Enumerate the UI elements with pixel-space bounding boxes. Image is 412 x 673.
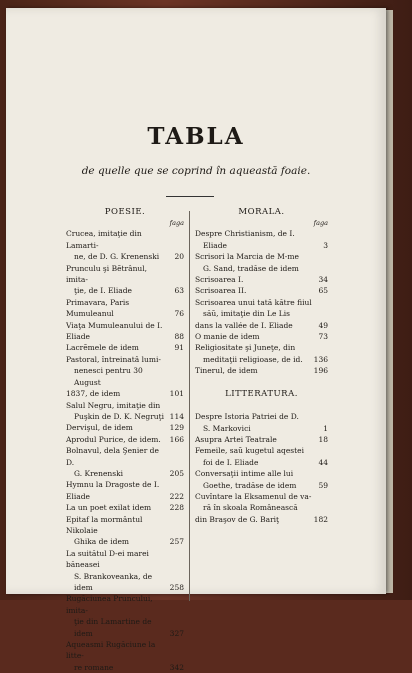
toc-entry bbox=[66, 228, 184, 262]
title-rule bbox=[166, 196, 214, 197]
toc-page-number: 114 bbox=[169, 411, 184, 421]
toc-entry-continuation: S. Brankoveanka, de idem bbox=[74, 571, 153, 592]
toc-page-number: 228 bbox=[169, 503, 184, 513]
section-heading-poesie: POESIE. bbox=[104, 207, 146, 217]
toc-entry-continuation: ră în skoala Românească bbox=[203, 503, 298, 513]
toc-page-number: 129 bbox=[169, 423, 184, 433]
document-page bbox=[6, 8, 386, 672]
section-heading-morala: MORALA. bbox=[238, 207, 285, 217]
toc-entry-continuation: G. Sand, tradăse de idem bbox=[203, 263, 299, 273]
left-column bbox=[66, 205, 184, 673]
toc-page-number: 1 bbox=[323, 423, 328, 433]
toc-entry-continuation: Ghika de idem bbox=[74, 537, 129, 547]
toc-entry bbox=[66, 400, 184, 423]
toc-page-number: 91 bbox=[174, 343, 184, 353]
toc-page-number: 258 bbox=[169, 583, 184, 592]
toc-entry bbox=[195, 491, 328, 514]
toc-page-number: 196 bbox=[313, 366, 328, 376]
toc-entry-continuation: foi de I. Eliade bbox=[203, 457, 259, 467]
toc-page-number: 182 bbox=[313, 514, 328, 524]
toc-entry-continuation: ne, de D. G. Krenenski bbox=[74, 252, 160, 262]
toc-entry bbox=[195, 320, 328, 331]
toc-entry-title: Despre Istoria Patriei de D. bbox=[195, 412, 299, 422]
toc-entry bbox=[66, 639, 184, 673]
toc-entry-title: Salul Negru, imitaţie din bbox=[66, 400, 161, 410]
toc-entry-title: dans la vallée de I. Eliade bbox=[195, 320, 293, 330]
toc-entry-continuation: Puşkin de D. K. Negruţi bbox=[74, 411, 165, 421]
toc-entry-title: Rugăciunea Pruncului, imita- bbox=[66, 594, 153, 615]
toc-entry-title: Pastoral, întreinatâ lumi- bbox=[66, 354, 161, 364]
toc-entry-continuation: ţie din Lamartine de idem bbox=[74, 617, 152, 638]
toc-entry-title: La suitătul D-ei marei băneasei bbox=[66, 548, 149, 570]
column-divider bbox=[189, 211, 190, 601]
section-spacer bbox=[195, 401, 328, 411]
toc-entry-title: Conversaţii intime alle lui bbox=[195, 469, 294, 479]
toc-list-litteratura bbox=[195, 411, 328, 525]
toc-entry-title: Aqueasmi Rugăciune la litte- bbox=[66, 640, 156, 661]
toc-page-number: 136 bbox=[313, 354, 328, 364]
section-spacer bbox=[195, 377, 328, 387]
toc-page-number: 222 bbox=[169, 491, 184, 501]
toc-entry bbox=[66, 548, 184, 594]
toc-list-morala bbox=[195, 228, 328, 376]
toc-page-number: 18 bbox=[318, 434, 328, 444]
toc-page-number: 44 bbox=[318, 457, 328, 467]
toc-entry bbox=[66, 354, 184, 388]
toc-entry bbox=[66, 388, 184, 399]
toc-page-number: 101 bbox=[169, 389, 184, 399]
page-column-label: faga bbox=[169, 219, 184, 228]
toc-entry-title: Prunculu şi Bĕtrânul, imita- bbox=[66, 263, 148, 285]
toc-page-number: 342 bbox=[169, 662, 184, 672]
toc-entry-continuation: nenesci pentru 30 August bbox=[74, 366, 143, 387]
toc-entry bbox=[66, 514, 184, 548]
toc-entry-title: Primavara, Paris Mumuleanul bbox=[66, 297, 130, 319]
toc-entry bbox=[195, 468, 328, 491]
toc-entry-continuation: re romane bbox=[74, 662, 114, 672]
toc-entry bbox=[195, 434, 328, 445]
toc-page-number: 65 bbox=[318, 286, 328, 296]
toc-entry-continuation: G. Krenenski bbox=[74, 468, 124, 478]
toc-entry-continuation: Eliade bbox=[203, 240, 227, 250]
right-column bbox=[195, 205, 328, 525]
toc-entry-continuation: săŭ, imitaţie din Le Lis bbox=[203, 309, 290, 319]
toc-entry-title: Despre Christianism, de I. bbox=[195, 229, 295, 239]
toc-entry bbox=[66, 297, 184, 320]
toc-entry-title: Crucea, imitaţie din Lamarti- bbox=[66, 229, 142, 250]
toc-entry-title: Hymnu la Dragoste de I. Eliade bbox=[66, 480, 160, 501]
toc-page-number: 327 bbox=[169, 628, 184, 638]
toc-entry-title: O manie de idem bbox=[195, 332, 260, 342]
toc-entry bbox=[66, 445, 184, 479]
toc-page-number: 205 bbox=[169, 468, 184, 478]
toc-page-number: 20 bbox=[174, 252, 184, 262]
page-column-label: faga bbox=[313, 219, 328, 228]
toc-entry-continuation: meditaţii religioase, de id. bbox=[203, 354, 303, 364]
toc-entry bbox=[195, 445, 328, 468]
toc-entry-continuation: Goethe, tradăse de idem bbox=[203, 480, 297, 490]
toc-entry bbox=[195, 365, 328, 376]
toc-entry bbox=[195, 228, 328, 251]
toc-entry bbox=[195, 342, 328, 365]
toc-entry-title: Religiositate şi Juneţe, din bbox=[195, 343, 296, 353]
toc-entry-continuation: S. Markovici bbox=[203, 423, 251, 433]
toc-entry-title: Cuvîntare la Eksamenul de va- bbox=[195, 491, 312, 501]
toc-page-number: 166 bbox=[169, 434, 184, 444]
toc-entry-title: Scrisori la Marcia de M-me bbox=[195, 252, 299, 262]
toc-entry-title: Epitaf la mormântul Nikolaie bbox=[66, 514, 143, 535]
toc-entry-title: Viaţa Mumuleanului de I. Eliade bbox=[66, 320, 163, 342]
toc-entry-title: Scrisoarea II. bbox=[195, 286, 247, 296]
toc-page-number: 73 bbox=[318, 332, 328, 342]
toc-entry bbox=[66, 434, 184, 445]
toc-entry-title: Scrisoarea I. bbox=[195, 275, 244, 285]
page-subtitle: de quelle que se coprind în aqueastă foaie. bbox=[81, 165, 311, 177]
toc-page-number: 3 bbox=[323, 240, 328, 250]
toc-page-number: 88 bbox=[174, 332, 184, 342]
toc-entry bbox=[195, 274, 328, 285]
toc-entry bbox=[66, 320, 184, 343]
toc-entry-title: Femeile, saŭ kugetul aqestei bbox=[195, 446, 304, 456]
toc-entry bbox=[66, 502, 184, 513]
section-heading-litteratura: LITTERATURA. bbox=[225, 388, 298, 399]
toc-entry bbox=[195, 251, 328, 274]
toc-entry-title: Asupra Artei Teatrale bbox=[195, 434, 277, 444]
toc-entry-title: Lacrĕmele de idem bbox=[66, 343, 139, 353]
toc-entry bbox=[195, 514, 328, 525]
toc-entry-title: La un poet exilat idem bbox=[66, 503, 152, 513]
toc-entry-title: Aprodul Purice, de idem. bbox=[66, 434, 161, 444]
toc-entry bbox=[66, 593, 184, 639]
toc-page-number: 76 bbox=[174, 309, 184, 319]
toc-entry-title: Tinerul, de idem bbox=[195, 366, 258, 376]
toc-entry bbox=[66, 342, 184, 353]
toc-page-number: 59 bbox=[318, 480, 328, 490]
toc-entry-title: 1837, de idem bbox=[66, 389, 121, 399]
toc-entry-title: din Braşov de G. Bariţ bbox=[195, 514, 280, 524]
toc-entry bbox=[195, 331, 328, 342]
toc-page-number: 34 bbox=[318, 275, 328, 285]
toc-entry bbox=[195, 285, 328, 296]
toc-list-poesie bbox=[66, 228, 184, 673]
toc-entry bbox=[195, 297, 328, 320]
toc-page-number: 63 bbox=[174, 286, 184, 296]
toc-entry bbox=[66, 479, 184, 502]
toc-entry-title: Bolnavul, dela Şenier de D. bbox=[66, 446, 159, 467]
toc-entry-title: Scrisoarea unui tată kătre fiiul bbox=[195, 297, 312, 307]
toc-entry-continuation: ţie, de I. Eliade bbox=[74, 286, 132, 296]
page-title: TABLA bbox=[147, 123, 245, 150]
toc-entry bbox=[66, 422, 184, 433]
toc-entry bbox=[195, 411, 328, 434]
toc-entry bbox=[66, 263, 184, 297]
toc-page-number: 257 bbox=[169, 537, 184, 547]
toc-page-number: 49 bbox=[318, 320, 328, 330]
toc-entry-title: Dervişul, de idem bbox=[66, 423, 133, 433]
